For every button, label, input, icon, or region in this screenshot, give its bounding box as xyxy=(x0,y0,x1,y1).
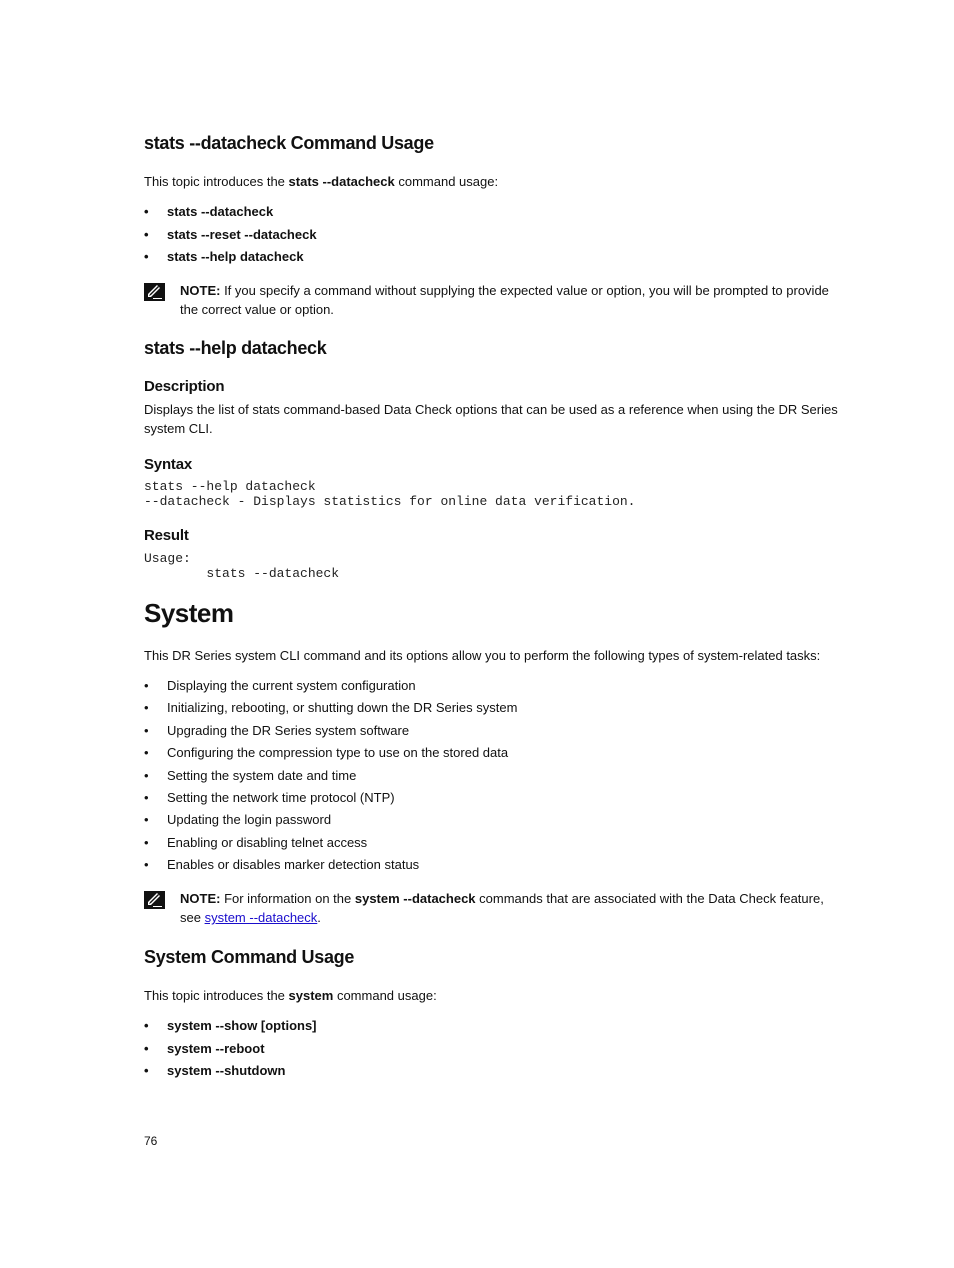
description-heading: Description xyxy=(144,378,225,395)
list-item: • Configuring the compression type to use on the stored data xyxy=(144,745,517,767)
section-title-stats-help-datacheck: stats --help datacheck xyxy=(144,338,327,358)
list-item: • Setting the network time protocol (NTP) xyxy=(144,790,517,812)
syntax-heading: Syntax xyxy=(144,456,192,473)
system-datacheck-link[interactable]: system --datacheck xyxy=(204,910,318,925)
section3-intro: This topic introduces the system command usage: xyxy=(144,988,437,1003)
list-item: • Enables or disables marker detection status xyxy=(144,857,517,879)
list-item: • Displaying the current system configuration xyxy=(144,678,517,700)
result-code: Usage: stats --datacheck xyxy=(144,551,340,581)
list-item: • Enabling or disabling telnet access xyxy=(144,835,517,857)
list-item: • system --shutdown xyxy=(144,1063,317,1086)
section1-command-list xyxy=(144,204,317,272)
section-title-stats-datacheck-usage: stats --datacheck Command Usage xyxy=(144,133,434,153)
note-text: NOTE: If you specify a command without supplying the expected value or option, you will be prompted to provide the correct value or option. xyxy=(180,283,829,317)
chapter-title-system: System xyxy=(144,598,234,628)
list-item: • stats --datacheck xyxy=(144,204,317,227)
pencil-note-icon xyxy=(144,891,165,909)
section-title-system-command-usage: System Command Usage xyxy=(144,947,355,967)
section3-command-list xyxy=(144,1018,317,1086)
list-item: • Setting the system date and time xyxy=(144,768,517,790)
list-item: • stats --help datacheck xyxy=(144,249,317,272)
list-item: • system --reboot xyxy=(144,1041,317,1064)
system-tasks-list xyxy=(144,678,517,880)
section1-intro: This topic introduces the stats --datacheck command usage: xyxy=(144,174,499,189)
page-number: 76 xyxy=(144,1134,158,1148)
description-text: Displays the list of stats command-based Data Check options that can be used as a reference when using the DR Series system CLI. xyxy=(144,402,838,436)
note-text: NOTE: For information on the system --datacheck commands that are associated with the Data Check feature, see system --datacheck. xyxy=(180,891,824,925)
result-heading: Result xyxy=(144,527,189,544)
pencil-note-icon xyxy=(144,283,165,301)
list-item: • Upgrading the DR Series system software xyxy=(144,723,517,745)
system-intro: This DR Series system CLI command and its options allow you to perform the following types of system-related tasks: xyxy=(144,648,821,663)
list-item: • stats --reset --datacheck xyxy=(144,227,317,250)
list-item: • system --show [options] xyxy=(144,1018,317,1041)
syntax-code: stats --help datacheck --datacheck - Displays statistics for online data verification. xyxy=(144,479,636,509)
list-item: • Updating the login password xyxy=(144,812,517,834)
list-item: • Initializing, rebooting, or shutting down the DR Series system xyxy=(144,700,517,722)
